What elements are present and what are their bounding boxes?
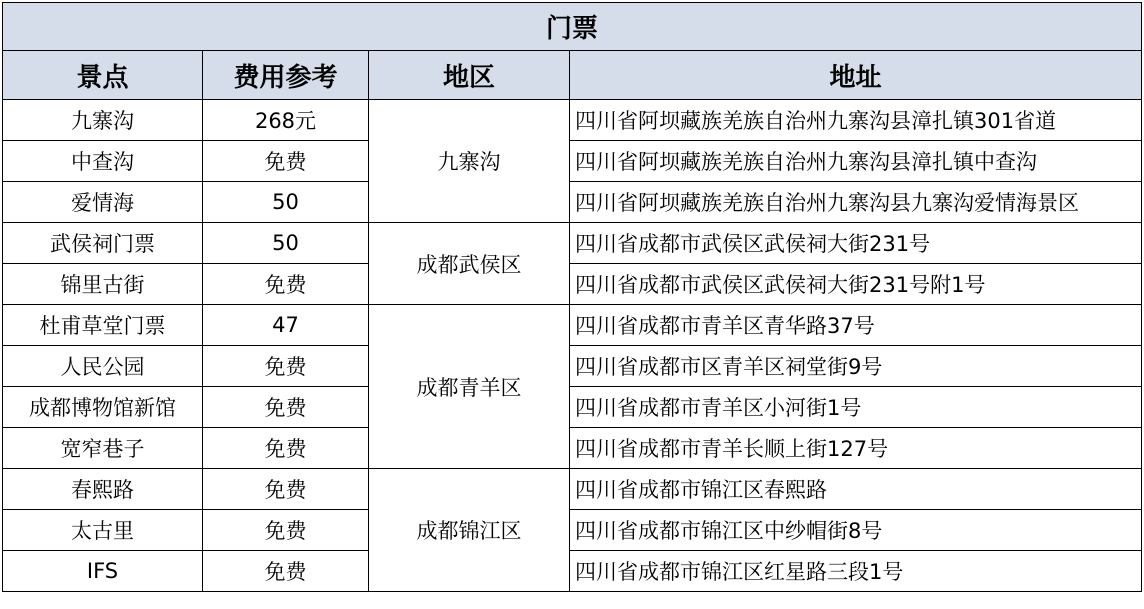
table-row — [3, 428, 1142, 469]
cell-fee[interactable]: 免费 — [203, 387, 369, 428]
cell-address[interactable]: 四川省成都市区青羊区祠堂街9号 — [570, 346, 1142, 387]
cell-address[interactable]: 四川省成都市青羊区小河街1号 — [570, 387, 1142, 428]
cell-address[interactable]: 四川省成都市锦江区红星路三段1号 — [570, 551, 1142, 592]
cell-fee[interactable]: 免费 — [203, 346, 369, 387]
cell-fee[interactable]: 268元 — [203, 100, 369, 141]
header-spot[interactable]: 景点 — [3, 51, 203, 100]
cell-fee[interactable]: 免费 — [203, 428, 369, 469]
cell-spot[interactable]: 中查沟 — [3, 141, 203, 182]
table-row — [3, 141, 1142, 182]
cell-region[interactable]: 成都锦江区 — [369, 469, 570, 592]
table-row — [3, 223, 1142, 264]
table-row — [3, 551, 1142, 592]
cell-spot[interactable]: 锦里古街 — [3, 264, 203, 305]
table-row — [3, 387, 1142, 428]
cell-spot[interactable]: 太古里 — [3, 510, 203, 551]
cell-region[interactable]: 成都青羊区 — [369, 305, 570, 469]
table-row — [3, 305, 1142, 346]
cell-address[interactable]: 四川省阿坝藏族羌族自治州九寨沟县漳扎镇中查沟 — [570, 141, 1142, 182]
cell-spot[interactable]: 成都博物馆新馆 — [3, 387, 203, 428]
table-row — [3, 510, 1142, 551]
cell-spot[interactable]: 春熙路 — [3, 469, 203, 510]
cell-spot[interactable]: 人民公园 — [3, 346, 203, 387]
cell-address[interactable]: 四川省成都市武侯区武侯祠大街231号附1号 — [570, 264, 1142, 305]
cell-spot[interactable]: 爱情海 — [3, 182, 203, 223]
table-row — [3, 100, 1142, 141]
cell-fee[interactable]: 47 — [203, 305, 369, 346]
table-row — [3, 346, 1142, 387]
cell-fee[interactable]: 免费 — [203, 469, 369, 510]
cell-spot[interactable]: 九寨沟 — [3, 100, 203, 141]
table-row — [3, 182, 1142, 223]
cell-address[interactable]: 四川省阿坝藏族羌族自治州九寨沟县九寨沟爱情海景区 — [570, 182, 1142, 223]
cell-address[interactable]: 四川省成都市青羊长顺上街127号 — [570, 428, 1142, 469]
cell-fee[interactable]: 50 — [203, 223, 369, 264]
cell-address[interactable]: 四川省阿坝藏族羌族自治州九寨沟县漳扎镇301省道 — [570, 100, 1142, 141]
cell-spot[interactable]: 武侯祠门票 — [3, 223, 203, 264]
cell-fee[interactable]: 50 — [203, 182, 369, 223]
cell-address[interactable]: 四川省成都市锦江区中纱帽街8号 — [570, 510, 1142, 551]
header-address[interactable]: 地址 — [570, 51, 1142, 100]
table-row — [3, 264, 1142, 305]
cell-spot[interactable]: 杜甫草堂门票 — [3, 305, 203, 346]
cell-address[interactable]: 四川省成都市锦江区春熙路 — [570, 469, 1142, 510]
header-region[interactable]: 地区 — [369, 51, 570, 100]
cell-region[interactable]: 成都武侯区 — [369, 223, 570, 305]
cell-address[interactable]: 四川省成都市武侯区武侯祠大街231号 — [570, 223, 1142, 264]
cell-address[interactable]: 四川省成都市青羊区青华路37号 — [570, 305, 1142, 346]
cell-spot[interactable]: 宽窄巷子 — [3, 428, 203, 469]
table-title[interactable]: 门票 — [3, 3, 1142, 51]
cell-region[interactable]: 九寨沟 — [369, 100, 570, 223]
table-row — [3, 469, 1142, 510]
cell-fee[interactable]: 免费 — [203, 264, 369, 305]
cell-fee[interactable]: 免费 — [203, 551, 369, 592]
cell-spot[interactable]: IFS — [3, 551, 203, 592]
cell-fee[interactable]: 免费 — [203, 510, 369, 551]
header-fee[interactable]: 费用参考 — [203, 51, 369, 100]
cell-fee[interactable]: 免费 — [203, 141, 369, 182]
ticket-table — [2, 2, 1142, 592]
